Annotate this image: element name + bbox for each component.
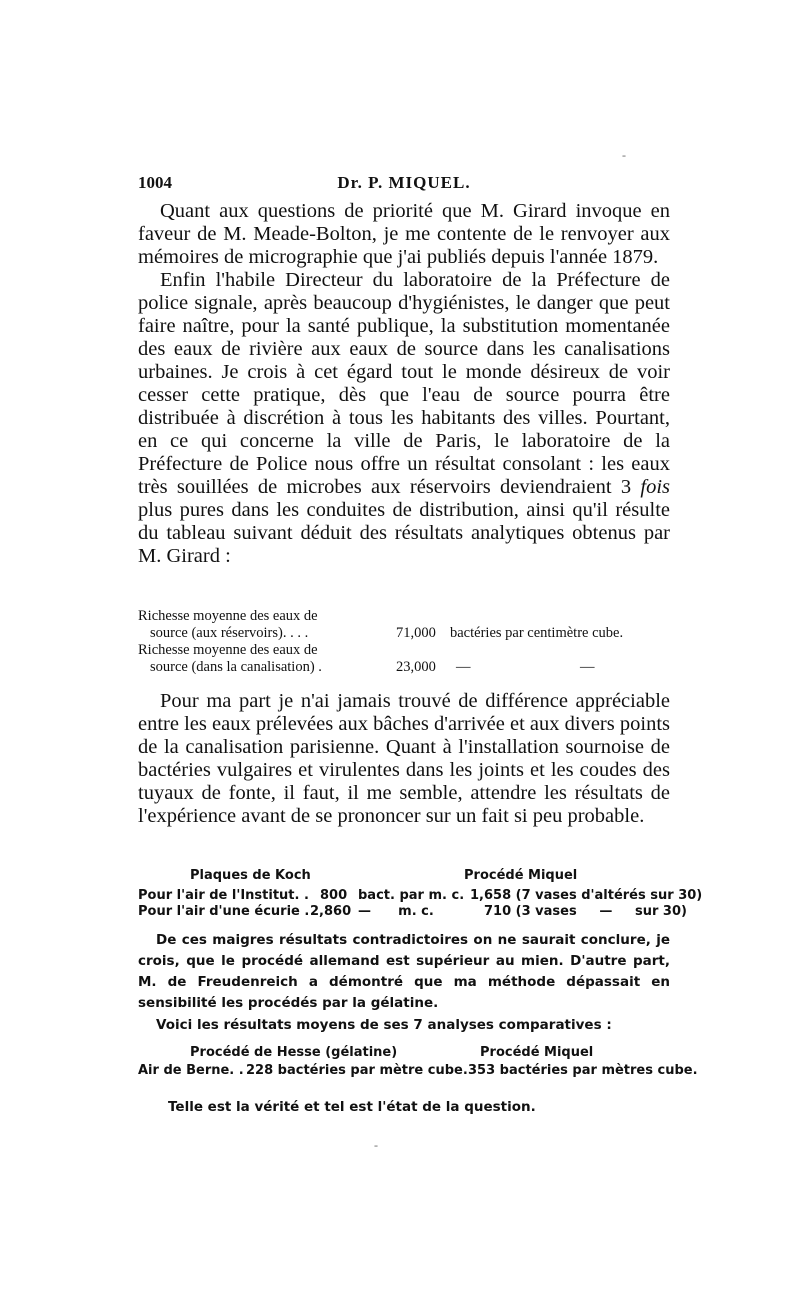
- body-section-1: [138, 200, 670, 568]
- paragraph-directeur-tail: plus pures dans les conduites de distribution, ainsi qu'il résulte du tableau suivant déduit des résultats analytiques obtenus par M. Girard :: [138, 499, 670, 567]
- print-speck: -: [622, 148, 626, 162]
- row-unit-dash: —: [456, 659, 471, 675]
- page-number: 1004: [138, 173, 172, 192]
- richesse-table: [138, 608, 670, 676]
- koch-table: [138, 868, 703, 928]
- miquel-header: Procédé Miquel: [464, 868, 578, 883]
- koch-row-label: Pour l'air d'une écurie .: [138, 904, 310, 919]
- row-unit: bactéries par centimètre cube.: [450, 625, 624, 641]
- paragraph-priority: Quant aux questions de priorité que M. Girard invoque en faveur de M. Meade-Bolton, je me contente de le renvoyer aux mémoires de micrographie que j'ai publiés depuis l'année 1879.: [138, 200, 670, 268]
- body-section-2: [138, 690, 670, 828]
- hesse-table: [138, 1045, 698, 1085]
- paragraph-voici: Voici les résultats moyens de ses 7 analyses comparatives :: [156, 1017, 612, 1033]
- hesse-header: Procédé de Hesse (gélatine): [190, 1045, 398, 1060]
- paragraph-directeur-text: Enfin l'habile Directeur du laboratoire de la Préfecture de police signale, après beaucoup d'hygiénistes, le danger que peut faire naître, pour la santé publique, la substitution momentanée des eaux de rivière aux eaux de source dans les canalisations urbaines. Je crois à cet égard tout le monde désireux de voir cesser cette pratique, dès que l'eau de source pourra être distribuée à discrétion à tous les habitants des villes. Pourtant, en ce qui concerne la ville de Paris, le laboratoire de la Préfecture de Police nous offre un résultat consolant : les eaux très souillées de microbes aux réservoirs deviendraient: [138, 269, 670, 498]
- koch-row-unit: bact. par m. c.: [358, 888, 465, 903]
- koch-row-unit: — m. c.: [358, 904, 434, 919]
- row-unit-dash-2: —: [580, 659, 595, 675]
- koch-row-label: Pour l'air de l'Institut. .: [138, 888, 309, 903]
- running-title: Dr. P. MIQUEL.: [337, 173, 471, 192]
- closing-sentence: Telle est la vérité et tel est l'état de la question.: [168, 1099, 536, 1115]
- print-speck: -: [374, 1138, 378, 1152]
- berne-label: Air de Berne. .: [138, 1063, 244, 1078]
- koch-row-value: 2,860: [310, 904, 352, 919]
- row-value: 71,000: [396, 625, 436, 641]
- row-label-line1: Richesse moyenne des eaux de: [138, 608, 318, 624]
- koch-row-value: 800: [320, 888, 348, 903]
- miquel-row-value: 710 (3 vases — sur 30): [484, 904, 687, 919]
- page-header: [138, 173, 670, 197]
- row-label-line2: source (dans la canalisation) .: [150, 659, 322, 675]
- paragraph-pour-ma-part: Pour ma part je n'ai jamais trouvé de différence appréciable entre les eaux prélevées aux bâches d'arrivée et aux divers points de la canalisation parisienne. Quant à l'installation sournoise de bactéries vulgaires et virulentes dans les joints et les coudes des tuyaux de fonte, il faut, il me semble, attendre les résultats de l'expérience avant de se prononcer sur un fait si peu probable.: [138, 690, 670, 827]
- hesse-value: 228 bactéries par mètre cube.: [246, 1063, 468, 1078]
- three-times-number: 3: [620, 476, 632, 498]
- miquel-row-value: 1,658 (7 vases d'altérés sur 30): [470, 888, 703, 903]
- table-row: [138, 608, 670, 642]
- row-label-line1: Richesse moyenne des eaux de: [138, 642, 318, 658]
- koch-header: Plaques de Koch: [190, 868, 311, 883]
- table-row: [138, 642, 670, 676]
- row-value: 23,000: [396, 659, 436, 675]
- italic-fois: fois: [640, 476, 671, 498]
- miquel-value: 353 bactéries par mètres cube.: [468, 1063, 698, 1078]
- paragraph-directeur: [138, 269, 670, 568]
- row-label-line2: source (aux réservoirs). . . .: [150, 625, 309, 641]
- miquel-header-2: Procédé Miquel: [480, 1045, 594, 1060]
- paragraph-maigres: De ces maigres résultats contradictoires on ne saurait conclure, je crois, que le procédé allemand est supérieur au mien. D'autre part, M. de Freudenreich a démontré que ma méthode dépassait en sensibilité les procédés par la gélatine.: [138, 932, 670, 1011]
